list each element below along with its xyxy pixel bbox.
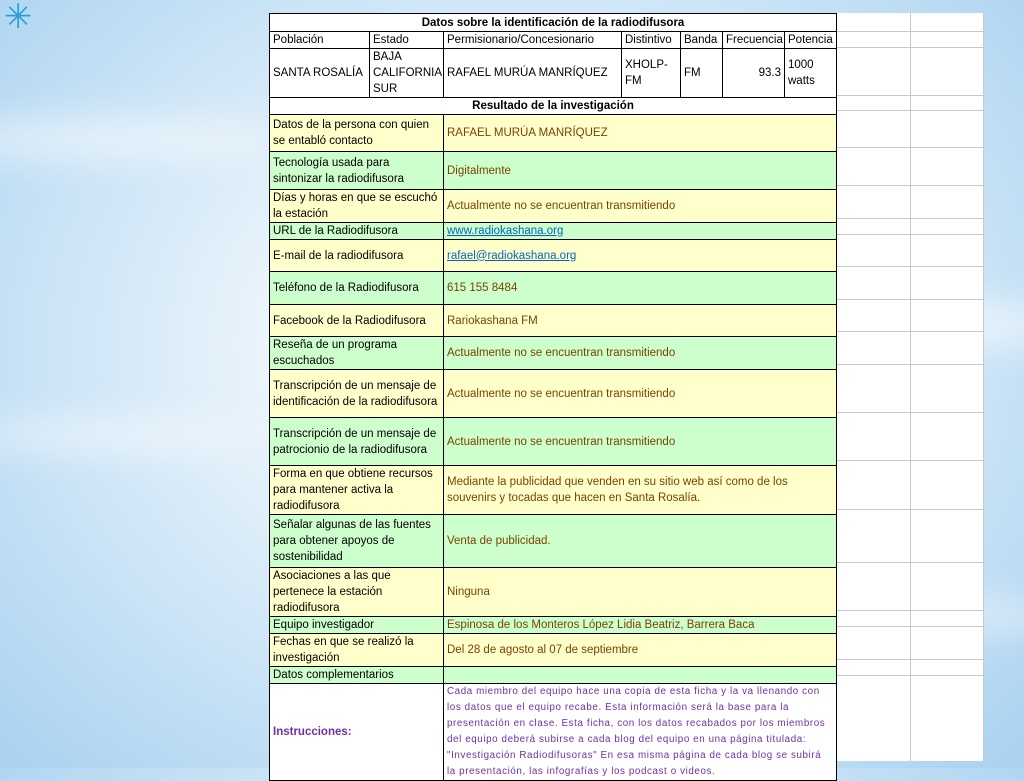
cell-distintivo[interactable]: XHOLP-FM [622, 49, 681, 98]
row-value[interactable]: 615 155 8484 [444, 272, 837, 305]
header-permisionario[interactable]: Permisionario/Concesionario [444, 32, 622, 49]
header-banda[interactable]: Banda [681, 32, 723, 49]
row-label[interactable]: Señalar algunas de las fuentes para obtener apoyos de sostenibilidad [270, 515, 444, 568]
row-label[interactable]: Reseña de un programa escuchados [270, 337, 444, 370]
row-value[interactable]: Actualmente no se encuentran transmitiendo [444, 418, 837, 466]
header-estado[interactable]: Estado [370, 32, 444, 49]
header-poblacion[interactable]: Población [270, 32, 370, 49]
row-label[interactable]: URL de la Radiodifusora [270, 223, 444, 240]
row-label[interactable]: Fechas en que se realizó la investigación [270, 634, 444, 667]
section-title[interactable]: Resultado de la investigación [270, 98, 837, 115]
row-value-link[interactable] [444, 240, 837, 272]
row-label[interactable]: Teléfono de la Radiodifusora [270, 272, 444, 305]
email-link[interactable]: rafael@radiokashana.org [447, 249, 577, 262]
instructions-label[interactable]: Instrucciones: [270, 684, 444, 781]
row-value[interactable] [444, 667, 837, 684]
row-value[interactable]: Actualmente no se encuentran transmitiendo [444, 190, 837, 223]
cell-frecuencia[interactable]: 93.3 [723, 49, 785, 98]
cell-estado[interactable]: BAJA CALIFORNIA SUR [370, 49, 444, 98]
row-value[interactable]: Mediante la publicidad que venden en su sitio web así como de los souvenirs y tocadas que hacen en Santa Rosalía. [444, 466, 837, 515]
table-title[interactable]: Datos sobre la identificación de la radiodifusora [270, 14, 837, 32]
cell-poblacion[interactable]: SANTA ROSALÍA [270, 49, 370, 98]
row-value[interactable]: Rariokashana FM [444, 305, 837, 337]
row-label[interactable]: Datos complementarios [270, 667, 444, 684]
asterisk-star-icon: ✳ [4, 0, 33, 37]
row-value[interactable]: Venta de publicidad. [444, 515, 837, 568]
header-frecuencia[interactable]: Frecuencia [723, 32, 785, 49]
background-glow [0, 420, 260, 450]
cell-potencia[interactable]: 1000 watts [785, 49, 837, 98]
row-label[interactable]: E-mail de la radiodifusora [270, 240, 444, 272]
row-value[interactable]: Actualmente no se encuentran transmitiendo [444, 370, 837, 418]
row-value[interactable]: Actualmente no se encuentran transmitiendo [444, 337, 837, 370]
row-label[interactable]: Datos de la persona con quien se entabló contacto [270, 115, 444, 152]
row-label[interactable]: Días y horas en que se escuchó la estación [270, 190, 444, 223]
background-glow [0, 120, 280, 160]
row-label[interactable]: Facebook de la Radiodifusora [270, 305, 444, 337]
header-distintivo[interactable]: Distintivo [622, 32, 681, 49]
row-value[interactable]: Ninguna [444, 568, 837, 617]
row-value[interactable]: RAFAEL MURÚA MANRÍQUEZ [444, 115, 837, 152]
radio-station-data-sheet [269, 13, 837, 781]
instructions-text[interactable]: Cada miembro del equipo hace una copia de esta ficha y la va llenando con los datos que el equipo recabe. Esta información será la base para la presentación en clase. Esta ficha, con los datos recabados por los miembros del equipo deberá subirse a cada blog del equipo en una página titulada: "Investigación Radiodifusoras" En esa misma página de cada blog se subirá la presentación, las infografías y los podcast o videos. [444, 684, 837, 781]
row-label[interactable]: Tecnología usada para sintonizar la radiodifusora [270, 152, 444, 190]
empty-spreadsheet-columns [836, 13, 984, 761]
row-value[interactable]: Digitalmente [444, 152, 837, 190]
row-label[interactable]: Transcripción de un mensaje de identificación de la radiodifusora [270, 370, 444, 418]
row-label[interactable]: Transcripción de un mensaje de patrocionio de la radiodifusora [270, 418, 444, 466]
row-label[interactable]: Equipo investigador [270, 617, 444, 634]
row-value-link[interactable] [444, 223, 837, 240]
url-link[interactable]: www.radiokashana.org [447, 225, 564, 237]
header-potencia[interactable]: Potencia [785, 32, 837, 49]
cell-banda[interactable]: FM [681, 49, 723, 98]
row-value[interactable]: Espinosa de los Monteros López Lidia Beatriz, Barrera Baca [444, 617, 837, 634]
row-label[interactable]: Forma en que obtiene recursos para mantener activa la radiodifusora [270, 466, 444, 515]
cell-permisionario[interactable]: RAFAEL MURÚA MANRÍQUEZ [444, 49, 622, 98]
row-label[interactable]: Asociaciones a las que pertenece la estación radiodifusora [270, 568, 444, 617]
row-value[interactable]: Del 28 de agosto al 07 de septiembre [444, 634, 837, 667]
